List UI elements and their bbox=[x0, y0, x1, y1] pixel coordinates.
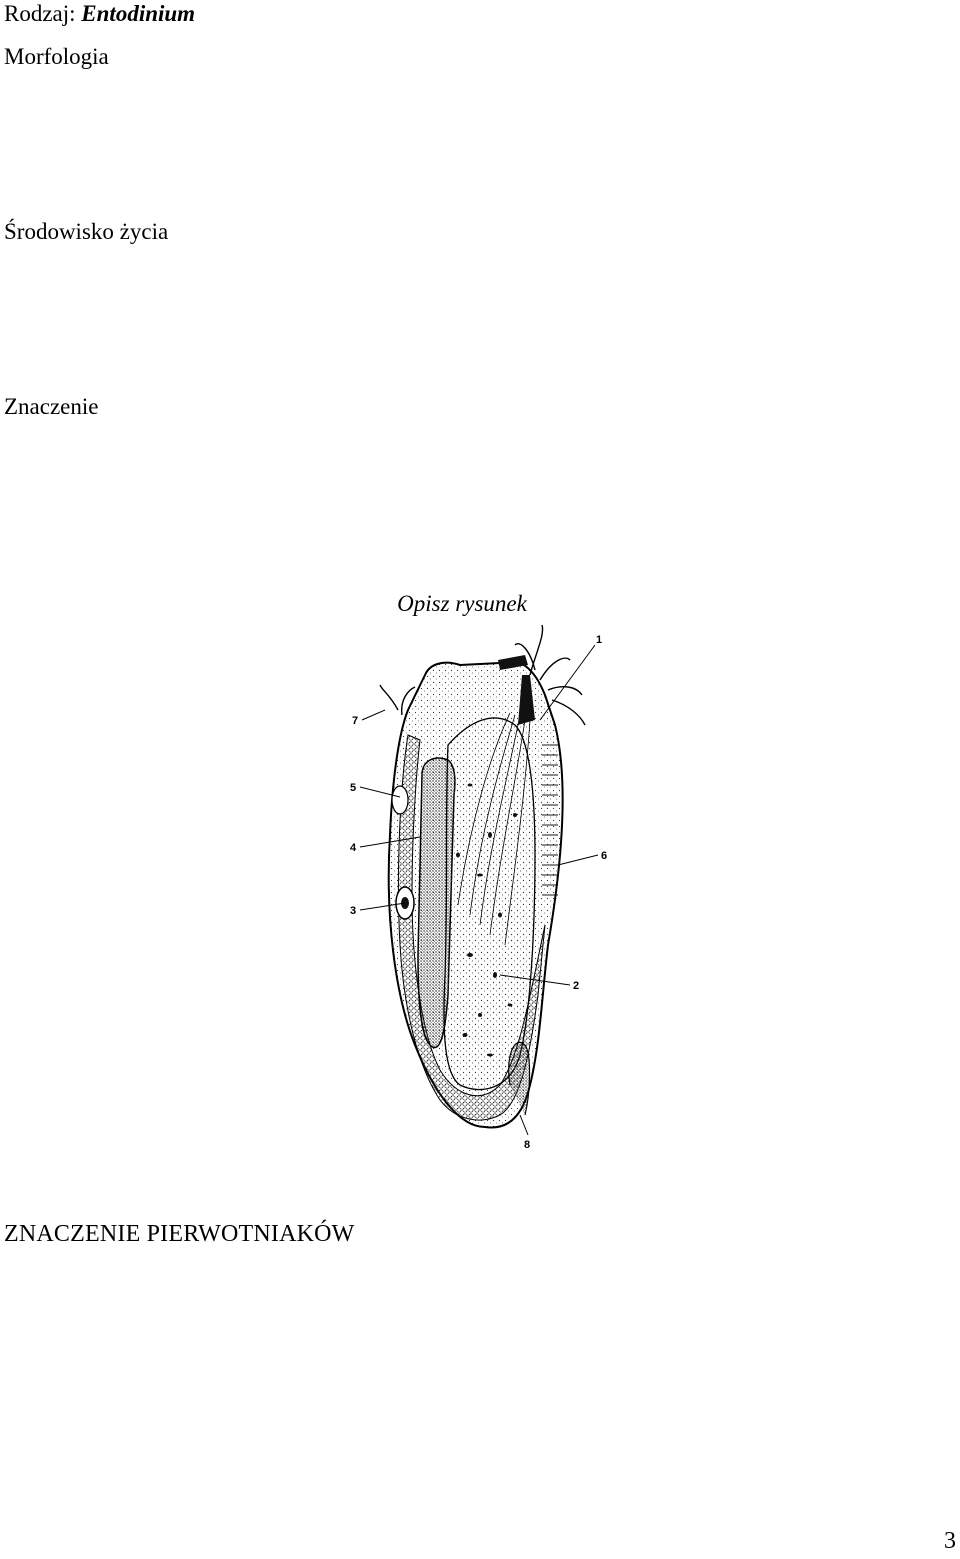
label-5: 5 bbox=[350, 782, 357, 794]
label-1: 1 bbox=[596, 634, 603, 646]
entodinium-illustration bbox=[330, 615, 630, 1160]
section-heading: ZNACZENIE PIERWOTNIAKÓW bbox=[4, 1221, 355, 1247]
label-2: 2 bbox=[573, 980, 580, 992]
contractile-vacuole bbox=[392, 786, 408, 814]
label-8: 8 bbox=[524, 1139, 531, 1151]
label-4: 4 bbox=[350, 842, 357, 854]
section-morphology: Morfologia bbox=[4, 44, 109, 69]
section-significance: Znaczenie bbox=[4, 394, 99, 419]
page-number: 3 bbox=[944, 1528, 956, 1554]
label-7: 7 bbox=[352, 715, 359, 727]
genus-name: Entodinium bbox=[81, 1, 196, 26]
endoplasm bbox=[444, 718, 535, 1090]
label-6: 6 bbox=[601, 850, 608, 862]
label-3: 3 bbox=[350, 905, 357, 917]
genus-title bbox=[4, 0, 195, 27]
genus-prefix: Rodzaj: bbox=[4, 1, 82, 26]
section-habitat: Środowisko życia bbox=[4, 219, 169, 244]
figure-caption: Opisz rysunek bbox=[397, 591, 527, 616]
